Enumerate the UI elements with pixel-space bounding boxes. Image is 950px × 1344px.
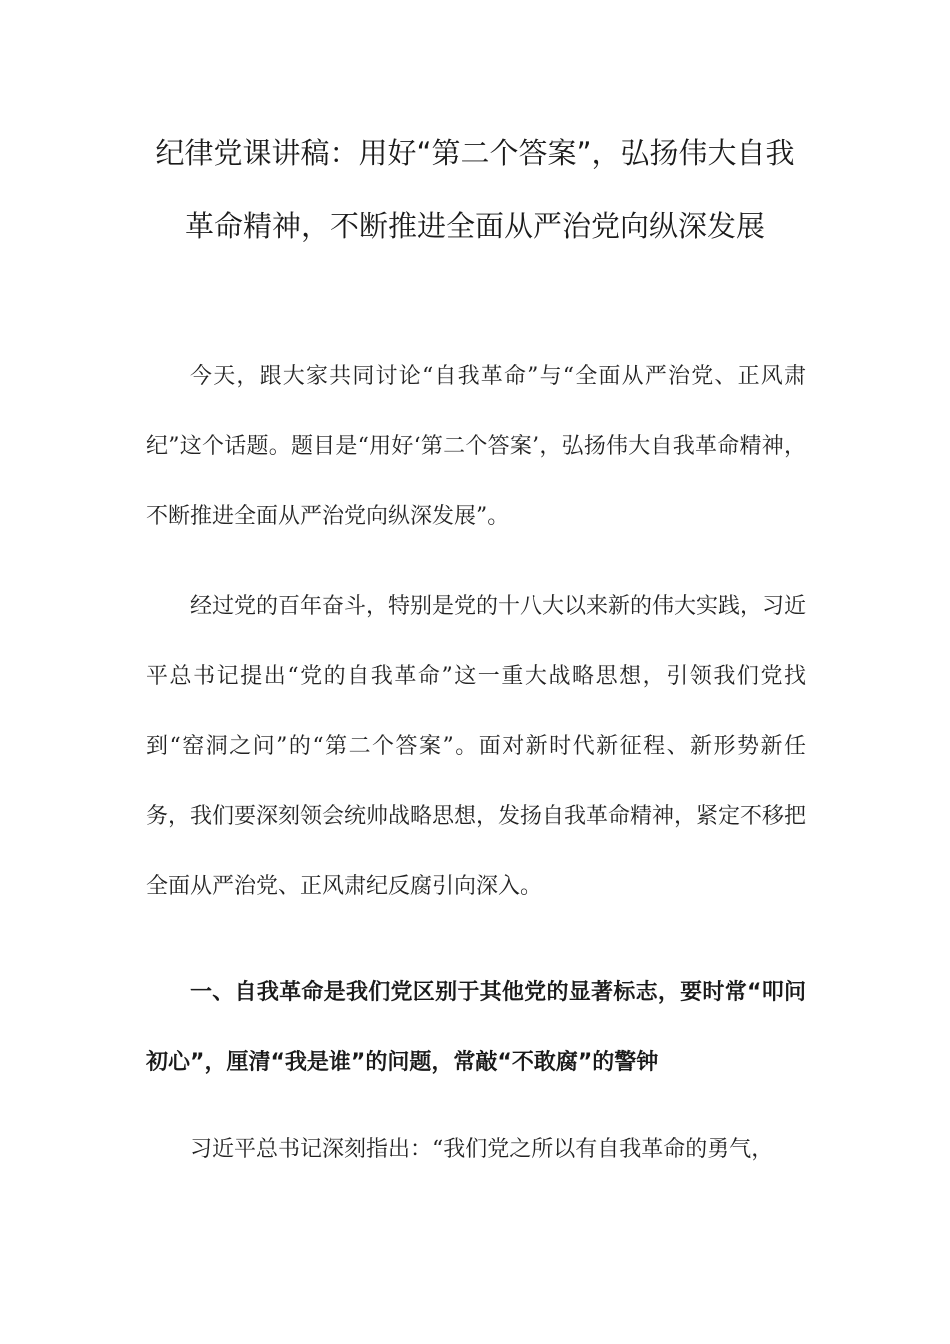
document-title-line-1: 纪律党课讲稿：用好“第二个答案”，弘扬伟大自我 <box>155 136 795 170</box>
paragraph-section-1-start: 习近平总书记深刻指出：“我们党之所以有自我革命的勇气， <box>190 1137 774 1162</box>
document-title-line-2: 革命精神，不断推进全面从严治党向纵深发展 <box>184 209 765 243</box>
paragraph-background: 经过党的百年奋斗，特别是党的十八大以来新的伟大实践，习近平总书记提出“党的自我革命”这一重大战略思想，引领我们党找到“窑洞之问”的“第二个答案”。面对新时代新征程、新形势新任务，我们要深刻领会统帅战略思想，发扬自我革命精神，紧定不移把全面从严治党、正风肃纪反腐引向深入。 <box>146 594 807 899</box>
section-heading-1: 一、自我革命是我们党区别于其他党的显著标志，要时常“叩问初心”，厘清“我是谁”的问题，常敲“不敢腐”的警钟 <box>146 980 806 1075</box>
paragraph-intro: 今天，跟大家共同讨论“自我革命”与“全面从严治党、正风肃纪”这个话题。题目是“用好‘第二个答案’，弘扬伟大自我革命精神，不断推进全面从严治党向纵深发展”。 <box>146 364 806 529</box>
